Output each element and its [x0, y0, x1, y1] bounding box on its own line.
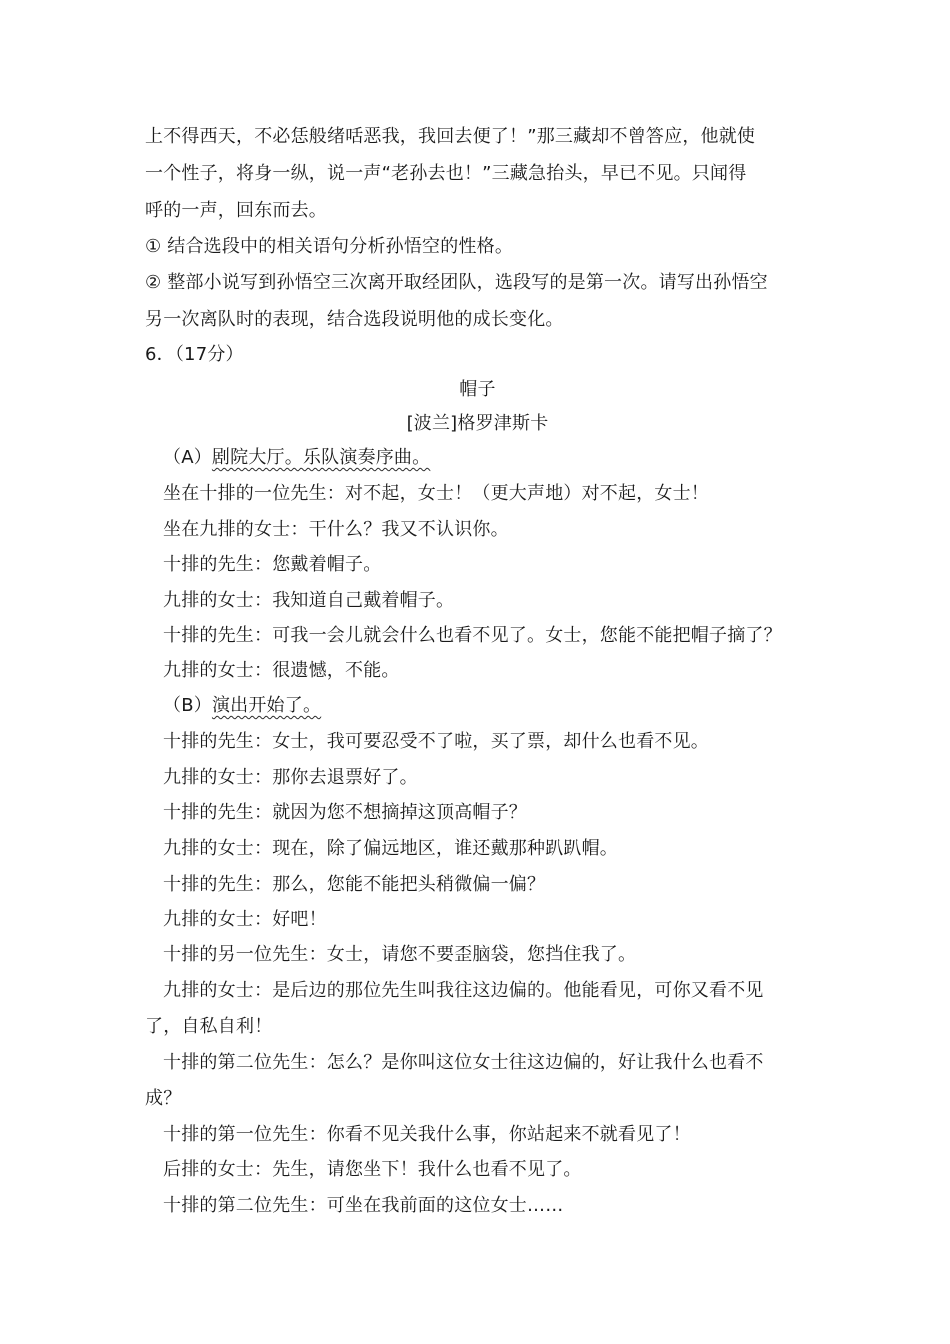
question-2-line-2: 另一次离队时的表现，结合选段说明他的成长变化。	[145, 309, 564, 330]
dialogue-line-continued: 成？	[145, 1088, 182, 1109]
dialogue-line: 十排的第一位先生：你看不见关我什么事，你站起来不就看见了！	[163, 1124, 691, 1145]
stage-direction-b-label: （B）	[163, 695, 212, 716]
dialogue-line: 十排的先生：您戴着帽子。	[163, 554, 382, 575]
question-1: ① 结合选段中的相关语句分析孙悟空的性格。	[145, 236, 514, 257]
dialogue-line: 十排的先生：就因为您不想摘掉这顶高帽子？	[163, 802, 527, 823]
passage-line: 一个性子，将身一纵，说一声“老孙去也！”三藏急抬头，早已不见。只闻得	[145, 163, 747, 184]
dialogue-line: 十排的先生：可我一会儿就会什么也看不见了。女士，您能不能把帽子摘了？	[163, 625, 782, 646]
stage-direction-b-text: 演出开始了。	[211, 695, 322, 716]
stage-direction-b	[163, 693, 828, 719]
dialogue-line: 十排的另一位先生：女士，请您不要歪脑袋，您挡住我了。	[163, 944, 637, 965]
stage-direction-a-label: （A）	[163, 447, 212, 468]
passage-line: 呼的一声，回东而去。	[145, 200, 327, 221]
dialogue-line: 十排的先生：那么，您能不能把头稍微偏一偏？	[163, 874, 546, 895]
dialogue-line: 十排的先生：女士，我可要忍受不了啦，买了票，却什么也看不见。	[163, 731, 709, 752]
play-title: 帽子	[459, 379, 496, 400]
question-6-heading: 6．（17分）	[145, 344, 244, 365]
dialogue-line: 九排的女士：现在，除了偏远地区，谁还戴那种趴趴帽。	[163, 838, 618, 859]
dialogue-line: 十排的第二位先生：可坐在我前面的这位女士……	[163, 1195, 564, 1216]
stage-direction-a	[163, 445, 828, 471]
play-author: [波兰]格罗津斯卡	[406, 413, 549, 434]
dialogue-line: 坐在十排的一位先生：对不起，女士！（更大声地）对不起，女士！	[163, 483, 709, 504]
dialogue-line: 十排的第二位先生：怎么？是你叫这位女士往这边偏的，好让我什么也看不	[163, 1052, 764, 1073]
dialogue-line-continued: 了，自私自利！	[145, 1016, 273, 1037]
dialogue-line: 九排的女士：很遗憾，不能。	[163, 660, 400, 681]
dialogue-line: 九排的女士：那你去退票好了。	[163, 767, 418, 788]
dialogue-line: 九排的女士：是后边的那位先生叫我往这边偏的。他能看见，可你又看不见	[163, 980, 764, 1001]
dialogue-line: 坐在九排的女士：干什么？我又不认识你。	[163, 519, 509, 540]
question-2-line-1: ② 整部小说写到孙悟空三次离开取经团队，选段写的是第一次。请写出孙悟空	[145, 272, 768, 293]
dialogue-line: 后排的女士：先生，请您坐下！我什么也看不见了。	[163, 1159, 582, 1180]
dialogue-line: 九排的女士：我知道自己戴着帽子。	[163, 590, 455, 611]
dialogue-line: 九排的女士：好吧！	[163, 909, 327, 930]
stage-direction-a-text: 剧院大厅。乐队演奏序曲。	[211, 447, 431, 468]
passage-line: 上不得西天，不必恁般绪咶恶我，我回去便了！”那三藏却不曾答应，他就使	[145, 126, 756, 147]
